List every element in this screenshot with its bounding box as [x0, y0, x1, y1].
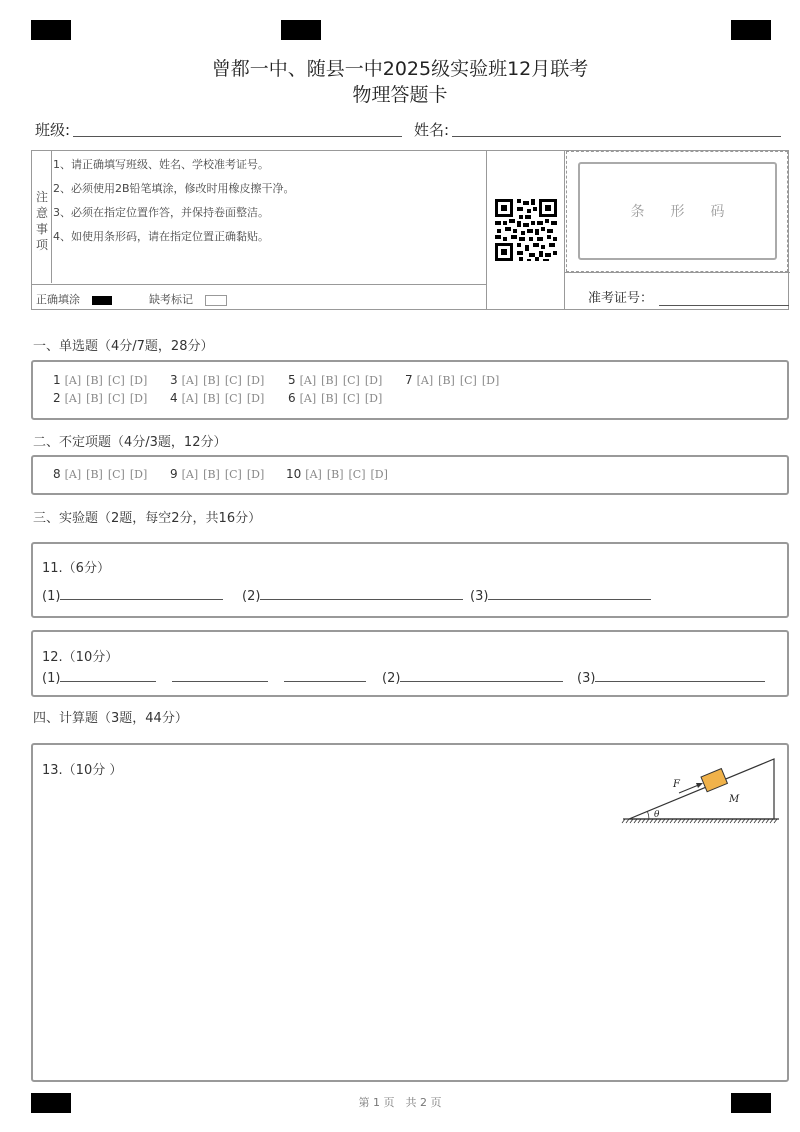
- section-1-panel: [31, 360, 789, 420]
- filled-sample-icon: [92, 296, 112, 305]
- question-number: 6: [288, 391, 296, 405]
- q12-blank-1b[interactable]: [172, 669, 268, 686]
- option-bubble-c[interactable]: [C]: [224, 392, 242, 405]
- notice-item-1: 1、请正确填写班级、姓名、学校准考证号。: [53, 158, 269, 171]
- barcode-label: 条形码: [578, 162, 777, 260]
- exam-subtitle: 物理答题卡: [352, 84, 448, 106]
- option-bubble-b[interactable]: [B]: [86, 392, 103, 405]
- option-bubble-c[interactable]: [C]: [107, 374, 125, 387]
- exam-id-label: 准考证号：: [588, 291, 654, 306]
- position-mark-top-left: [31, 20, 71, 40]
- angle-label: θ: [654, 810, 660, 820]
- question-number: 3: [170, 373, 178, 387]
- position-mark-top-center: [281, 20, 321, 40]
- absent-mark-box[interactable]: [205, 295, 227, 306]
- q11-blank-2-label: (2): [242, 589, 261, 604]
- option-bubble-b[interactable]: [B]: [321, 392, 338, 405]
- section-1-title: 一、单选题（4分/7题，28分）: [33, 339, 214, 354]
- name-label: 姓名:: [414, 121, 450, 139]
- choice-question-9: [170, 467, 269, 481]
- exam-id-field[interactable]: [659, 305, 789, 306]
- question-13-head: 13.（10分 ）: [42, 763, 123, 778]
- q12-blank-2-label: (2): [382, 671, 401, 686]
- barcode-area[interactable]: [566, 151, 788, 272]
- option-bubble-a[interactable]: [A]: [299, 374, 317, 387]
- q12-blank-2[interactable]: [382, 669, 563, 686]
- question-13-answer-area[interactable]: [31, 743, 789, 1082]
- option-bubble-a[interactable]: [A]: [181, 392, 199, 405]
- option-bubble-c[interactable]: [C]: [224, 468, 242, 481]
- option-bubble-c[interactable]: [C]: [342, 392, 360, 405]
- q12-blank-3-label: (3): [577, 671, 596, 686]
- question-number: 5: [288, 373, 296, 387]
- option-bubble-d[interactable]: [D]: [129, 392, 148, 405]
- choice-question-6: [288, 391, 387, 405]
- class-label: 班级:: [35, 121, 71, 139]
- question-number: 2: [53, 391, 61, 405]
- option-bubble-a[interactable]: [A]: [64, 374, 82, 387]
- notice-item-3: 3、必须在指定位置作答，并保持卷面整洁。: [53, 206, 269, 219]
- choice-question-10: [286, 467, 393, 481]
- choice-question-8: [53, 467, 152, 481]
- option-bubble-c[interactable]: [C]: [224, 374, 242, 387]
- q12-blank-1[interactable]: [42, 669, 156, 686]
- choice-question-3: [170, 373, 269, 387]
- block-icon: [701, 769, 727, 792]
- page-footer: 第 1 页 共 2 页: [358, 1096, 442, 1109]
- section-4-title: 四、计算题（3题，44分）: [33, 711, 188, 726]
- incline-block-diagram: [621, 753, 785, 827]
- question-number: 7: [405, 373, 413, 387]
- option-bubble-b[interactable]: [B]: [321, 374, 338, 387]
- mass-label: M: [729, 794, 740, 805]
- option-bubble-a[interactable]: [A]: [305, 468, 322, 481]
- qr-left-divider: [486, 151, 487, 309]
- exam-title: 曾都一中、随县一中2025级实验班12月联考: [211, 58, 589, 80]
- notice-item-2: 2、必须使用2B铅笔填涂，修改时用橡皮擦干净。: [53, 182, 295, 195]
- notice-item-4: 4、如使用条形码，请在指定位置正确黏贴。: [53, 230, 269, 243]
- section-2-panel: [31, 455, 789, 495]
- option-bubble-d[interactable]: [D]: [364, 392, 383, 405]
- choice-question-2: [53, 391, 152, 405]
- question-number: 1: [53, 373, 61, 387]
- q11-blank-1-label: (1): [42, 589, 61, 604]
- barcode-divider: [564, 272, 790, 273]
- absent-mark-label: 缺考标记: [149, 293, 193, 306]
- q11-blank-3[interactable]: [470, 587, 651, 604]
- q11-blank-3-label: (3): [470, 589, 489, 604]
- q11-blank-2[interactable]: [242, 587, 463, 604]
- correct-fill-legend: [36, 291, 112, 307]
- choice-question-4: [170, 391, 269, 405]
- legend-divider: [32, 284, 486, 285]
- qr-right-divider: [564, 151, 565, 309]
- name-field[interactable]: [452, 136, 781, 137]
- absent-mark-legend: [149, 291, 227, 307]
- option-bubble-d[interactable]: [D]: [246, 468, 265, 481]
- choice-question-1: [53, 373, 152, 387]
- option-bubble-b[interactable]: [B]: [326, 468, 344, 481]
- force-label: F: [673, 779, 680, 790]
- q12-blank-1-label: (1): [42, 671, 61, 686]
- question-number: 8: [53, 467, 61, 481]
- question-number: 9: [170, 467, 178, 481]
- option-bubble-b[interactable]: [B]: [203, 374, 220, 387]
- question-number: 4: [170, 391, 178, 405]
- option-bubble-b[interactable]: [B]: [203, 392, 220, 405]
- option-bubble-a[interactable]: [A]: [64, 468, 82, 481]
- question-12-head: 12.（10分）: [42, 650, 119, 665]
- option-bubble-c[interactable]: [C]: [342, 374, 360, 387]
- choice-question-7: [405, 373, 504, 387]
- option-bubble-b[interactable]: [B]: [86, 468, 103, 481]
- class-field[interactable]: [73, 136, 402, 137]
- question-11-head: 11.（6分）: [42, 561, 110, 576]
- option-bubble-a[interactable]: [A]: [416, 374, 434, 387]
- question-12-panel: [31, 630, 789, 697]
- info-box: [31, 150, 789, 310]
- option-bubble-a[interactable]: [A]: [181, 374, 199, 387]
- question-number: 10: [286, 467, 302, 481]
- option-bubble-b[interactable]: [B]: [438, 374, 455, 387]
- section-3-title: 三、实验题（2题，每空2分，共16分）: [33, 511, 262, 526]
- position-mark-top-right: [731, 20, 771, 40]
- q11-blank-1[interactable]: [42, 587, 223, 604]
- option-bubble-d[interactable]: [D]: [129, 468, 148, 481]
- option-bubble-c[interactable]: [C]: [107, 392, 125, 405]
- option-bubble-d[interactable]: [D]: [246, 392, 265, 405]
- qr-code-icon: [493, 197, 559, 263]
- option-bubble-b[interactable]: [B]: [86, 374, 103, 387]
- q12-blank-3[interactable]: [577, 669, 765, 686]
- option-bubble-d[interactable]: [D]: [481, 374, 500, 387]
- question-11-panel: [31, 542, 789, 618]
- option-bubble-b[interactable]: [B]: [203, 468, 220, 481]
- option-bubble-c[interactable]: [C]: [107, 468, 125, 481]
- notice-side-label: 注意事项: [35, 190, 48, 252]
- correct-fill-label: 正确填涂: [36, 293, 80, 306]
- option-bubble-d[interactable]: [D]: [370, 468, 388, 481]
- option-bubble-c[interactable]: [C]: [348, 468, 366, 481]
- option-bubble-a[interactable]: [A]: [181, 468, 199, 481]
- section-2-title: 二、不定项题（4分/3题，12分）: [33, 435, 227, 450]
- option-bubble-d[interactable]: [D]: [246, 374, 265, 387]
- option-bubble-c[interactable]: [C]: [459, 374, 477, 387]
- notice-side-divider: [51, 151, 52, 283]
- option-bubble-d[interactable]: [D]: [364, 374, 383, 387]
- option-bubble-a[interactable]: [A]: [64, 392, 82, 405]
- option-bubble-d[interactable]: [D]: [129, 374, 148, 387]
- choice-question-5: [288, 373, 387, 387]
- option-bubble-a[interactable]: [A]: [299, 392, 317, 405]
- q12-blank-1c[interactable]: [284, 669, 366, 686]
